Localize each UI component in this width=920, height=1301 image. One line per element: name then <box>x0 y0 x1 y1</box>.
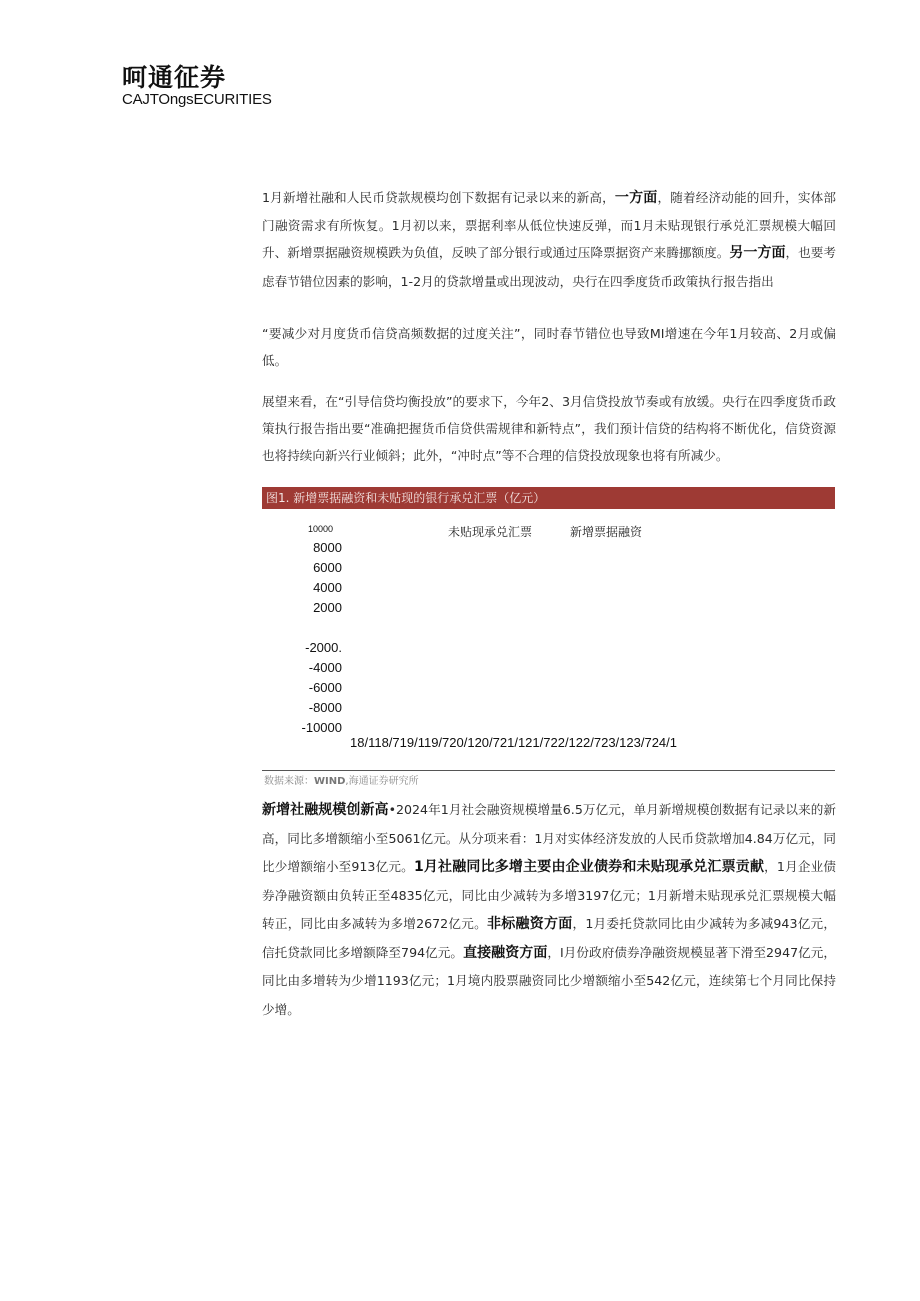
y-tick-label: -6000 <box>308 680 342 695</box>
y-tick-label: -4000 <box>308 660 342 675</box>
p1-text-a: 1月新增社融和人民币贷款规模均创下数据有记录以来的新高， <box>262 190 615 205</box>
p4-emphasis-3: 非标融资方面 <box>486 916 573 932</box>
p1-emphasis-1: 一方面 <box>614 190 658 206</box>
p1-text-c: ，随着经济动能的回升，实体部门融资需求有所恢复。1月初以来，票据利率从低位快速反弹，而1月未贴现银行承兑汇票规模大幅回升、新增票据融资规模跌为负值，反映了部分银行或通过压降票据资产来腾挪额度。 <box>262 190 837 261</box>
source-wind: WIND <box>314 776 346 787</box>
y-tick-label: 4000 <box>313 580 342 595</box>
source-rest: ,海通证券研究所 <box>345 776 419 787</box>
paragraph-4 <box>262 796 836 1024</box>
p4-emphasis-1: 新增社融规模创新高 <box>262 802 389 818</box>
p4-emphasis-2: 1月社融同比多增主要由企业债券和未贴现承兑汇票贡献 <box>413 859 765 875</box>
figure-source <box>264 772 419 787</box>
company-logo-cn: 呵通征券 <box>122 63 227 92</box>
y-tick-label: 2000 <box>313 600 342 615</box>
figure-divider <box>262 770 835 771</box>
y-axis-ticks <box>302 524 342 735</box>
chart <box>262 514 835 764</box>
legend-item: 新增票据融资 <box>570 525 643 539</box>
p4-text-b: •2024年1月社会融资规模增量6.5万亿元，单月新增规模创数据有记录以来的新高，同比多增额缩小至5061亿元。从分项来看：1月对实体经济发放的人民币贷款增加4.84万亿元，同比少增额缩小至913亿元。 <box>262 802 836 874</box>
paragraph-1 <box>262 184 836 295</box>
paragraph-3: 展望来看，在“引导信贷均衡投放”的要求下，今年2、3月信贷投放节奏或有放缓。央行在四季度货币政策执行报告指出要“准确把握货币信贷供需规律和新特点”，我们预计信贷的结构将不断优化，信贷资源也将持续向新兴行业倾斜；此外，“冲时点”等不合理的信贷投放现象也将有所减少。 <box>262 394 836 464</box>
y-tick-label: -8000 <box>308 700 342 715</box>
chart-legend <box>448 524 643 539</box>
figure-title: 图1. 新增票据融资和未贴现的银行承兑汇票（亿元） <box>262 487 835 509</box>
p4-emphasis-4: 直接融资方面 <box>463 944 548 961</box>
source-label: 数据来源： <box>264 776 314 787</box>
y-tick-label: 6000 <box>313 560 342 575</box>
legend-item: 未贴现承兑汇票 <box>448 525 533 539</box>
p4-text-d: ，1月企业债券净融资额由负转正至4835亿元，同比由少减转为多增3197亿元；1月新增未贴现承兑汇票规模大幅转正，同比由多减转为多增2672亿元。 <box>262 859 836 931</box>
paragraph-2: “要减少对月度货币信贷高频数据的过度关注”，同时春节错位也导致MI增速在今年1月较高、2月或偏低。 <box>262 326 836 369</box>
p1-text-e: ，也要考虑春节错位因素的影响，1-2月的贷款增量或出现波动，央行在四季度货币政策执行报告指出 <box>262 245 837 289</box>
y-tick-label: 8000 <box>313 540 342 555</box>
y-tick-label: -10000 <box>301 720 342 735</box>
y-tick-label: 10000 <box>308 524 334 534</box>
p1-emphasis-2: 另一方面 <box>729 245 786 262</box>
x-axis-tick-labels: 18/118/719/119/720/120/721/121/722/122/723/123/724/1 <box>350 735 677 750</box>
p4-text-h: ，I月份政府债券净融资规模显著下滑至2947亿元，同比由多增转为少增1193亿元；1月境内股票融资同比少增额缩小至542亿元，连续第七个月同比保持少增。 <box>262 944 837 1017</box>
y-tick-label: -2000. <box>305 640 342 655</box>
company-logo-en: CAJTOngsECURITIES <box>122 91 272 108</box>
p4-text-f: ，1月委托贷款同比由少减转为多减943亿元，信托贷款同比多增额降至794亿元。 <box>262 916 836 960</box>
